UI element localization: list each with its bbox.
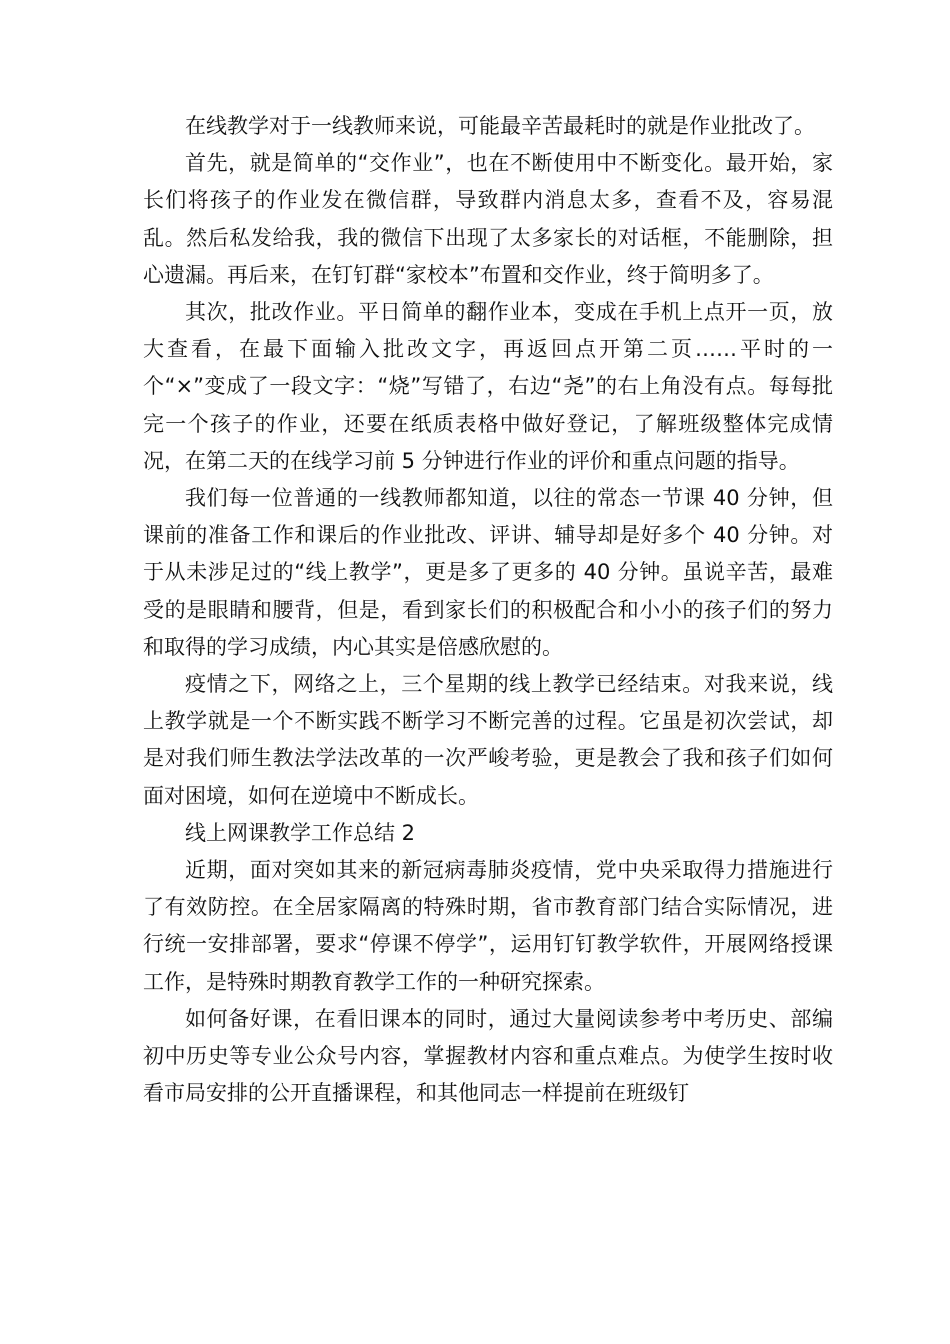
paragraph-conclusion: 疫情之下，网络之上，三个星期的线上教学已经结束。对我来说，线上教学就是一个不断实践不断学习不断完善的过程。它虽是初次尝试，却是对我们师生教法学法改革的一次严峻考验，更是教会了我和孩子们如何面对困境，如何在逆境中不断成长。 xyxy=(143,672,833,808)
paragraph-homework-submission: 首先，就是简单的“交作业”，也在不断使用中不断变化。最开始，家长们将孩子的作业发在微信群，导致群内消息太多，查看不及，容易混乱。然后私发给我，我的微信下出现了太多家长的对话框，不能删除，担心遗漏。再后来，在钉钉群“家校本”布置和交作业，终于简明多了。 xyxy=(143,151,833,287)
document-body xyxy=(143,108,833,1112)
paragraph-epidemic-context: 近期，面对突如其来的新冠病毒肺炎疫情，党中央采取得力措施进行了有效防控。在全居家隔离的特殊时期，省市教育部门结合实际情况，进行统一安排部署，要求“停课不停学”，运用钉钉教学软件，开展网络授课工作，是特殊时期教育教学工作的一种研究探索。 xyxy=(143,858,833,994)
paragraph-homework-correction: 其次，批改作业。平日简单的翻作业本，变成在手机上点开一页，放大查看，在最下面输入批改文字，再返回点开第二页……平时的一个“×”变成了一段文字：“烧”写错了，右边“尧”的右上角没有点。每每批完一个孩子的作业，还要在纸质表格中做好登记，了解班级整体完成情况，在第二天的在线学习前 5 分钟进行作业的评价和重点问题的指导。 xyxy=(143,300,833,473)
paragraph-teacher-effort: 我们每一位普通的一线教师都知道，以往的常态一节课 40 分钟，但课前的准备工作和课后的作业批改、评讲、辅导却是好多个 40 分钟。对于从未涉足过的“线上教学”，更是多了更多的 40 分钟。虽说辛苦，最难受的是眼睛和腰背，但是，看到家长们的积极配合和小小的孩子们的努力和取得的学习成绩，内心其实是倍感欣慰的。 xyxy=(143,486,833,659)
paragraph-lesson-preparation: 如何备好课，在看旧课本的同时，通过大量阅读参考中考历史、部编初中历史等专业公众号内容，掌握教材内容和重点难点。为使学生按时收看市局安排的公开直播课程，和其他同志一样提前在班级钉 xyxy=(143,1006,833,1106)
section-heading: 线上网课教学工作总结 2 xyxy=(185,820,416,845)
paragraph-homework-grading-intro: 在线教学对于一线教师来说，可能最辛苦最耗时的就是作业批改了。 xyxy=(185,114,815,138)
